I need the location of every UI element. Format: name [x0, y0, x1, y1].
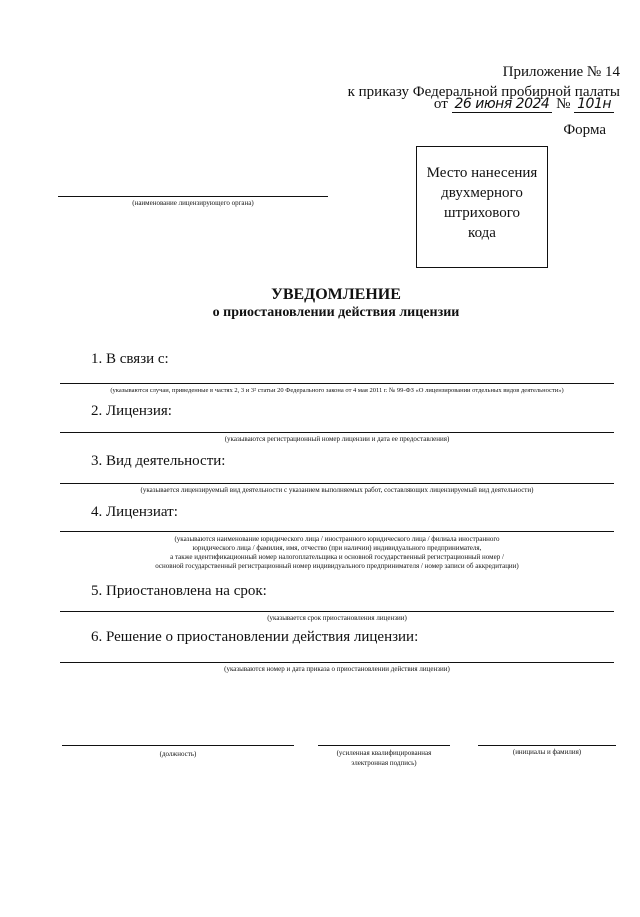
section-4-caption [60, 535, 614, 571]
section-1-caption: (указываются случаи, приведенные в частях 2, 3 и 3² статьи 20 Федерального закона от 4 мая 2011 г. № 99-ФЗ «О лицензировании отдельных видов деятельности») [110, 387, 564, 394]
authority-line [58, 196, 328, 197]
signature-caption-line: (усиленная квалифицированная [336, 749, 432, 757]
document-subtitle: о приостановлении действия лицензии [212, 305, 460, 320]
number-label: № [556, 96, 571, 112]
name-caption: (инициалы и фамилия) [512, 748, 582, 756]
section-4-caption-line: юридического лица / фамилия, имя, отчество (при наличии) индивидуального предпринимателя, [192, 544, 482, 552]
handwritten-date: 26 июня 2024 [452, 96, 553, 113]
section-3-line [60, 483, 614, 484]
position-line [62, 745, 294, 746]
section-4-caption-line: (указываются наименование юридического лица / иностранного юридического лица / филиала иностранного [174, 535, 500, 543]
form-label: Форма [563, 122, 606, 138]
section-3-caption: (указывается лицензируемый вид деятельности с указанием выполняемых работ, составляющих лицензируемый вид деятельности) [140, 486, 534, 494]
document-title: УВЕДОМЛЕНИЕ [271, 286, 401, 303]
section-5-caption: (указывается срок приостановления лицензии) [267, 614, 407, 622]
section-2-caption: (указываются регистрационный номер лицензии и дата ее предоставления) [224, 435, 450, 443]
barcode-box-line: кода [468, 225, 496, 241]
section-3-label: 3. Вид деятельности: [91, 453, 226, 469]
barcode-box-line: двухмерного [441, 185, 523, 201]
section-2-label: 2. Лицензия: [91, 403, 172, 419]
position-caption: (должность) [159, 750, 197, 758]
section-4-label: 4. Лицензиат: [91, 504, 178, 520]
name-line [478, 745, 616, 746]
section-6-caption: (указываются номер и дата приказа о приостановлении действия лицензии) [224, 665, 450, 673]
section-4-line [60, 531, 614, 532]
from-label: от [433, 96, 448, 112]
barcode-box-line: Место нанесения [426, 165, 538, 181]
appendix-number: Приложение № 14 [502, 64, 620, 80]
signature-caption-line: электронная подпись) [351, 759, 417, 767]
section-4-caption-line: а также идентификационный номер налогоплательщика и основной государственный регистрационный номер / [170, 553, 504, 561]
section-5-label: 5. Приостановлена на срок: [91, 583, 267, 599]
signature-line [318, 745, 450, 746]
authority-caption: (наименование лицензирующего органа) [132, 199, 254, 207]
section-4-caption-line: основной государственный регистрационный номер индивидуального предпринимателя / номер записи об аккредитации) [155, 562, 519, 570]
section-1-label: 1. В связи с: [91, 351, 169, 367]
section-1-line [60, 383, 614, 384]
order-reference: к приказу Федеральной пробирной палаты [347, 84, 620, 100]
handwritten-number: 101н [574, 96, 614, 113]
section-6-line [60, 662, 614, 663]
section-5-line [60, 611, 614, 612]
barcode-box-line: штрихового [443, 205, 520, 221]
section-2-line [60, 432, 614, 433]
signature-caption [318, 748, 450, 768]
order-date-number [434, 96, 614, 113]
section-6-label: 6. Решение о приостановлении действия лицензии: [91, 629, 419, 645]
barcode-box [416, 146, 548, 268]
